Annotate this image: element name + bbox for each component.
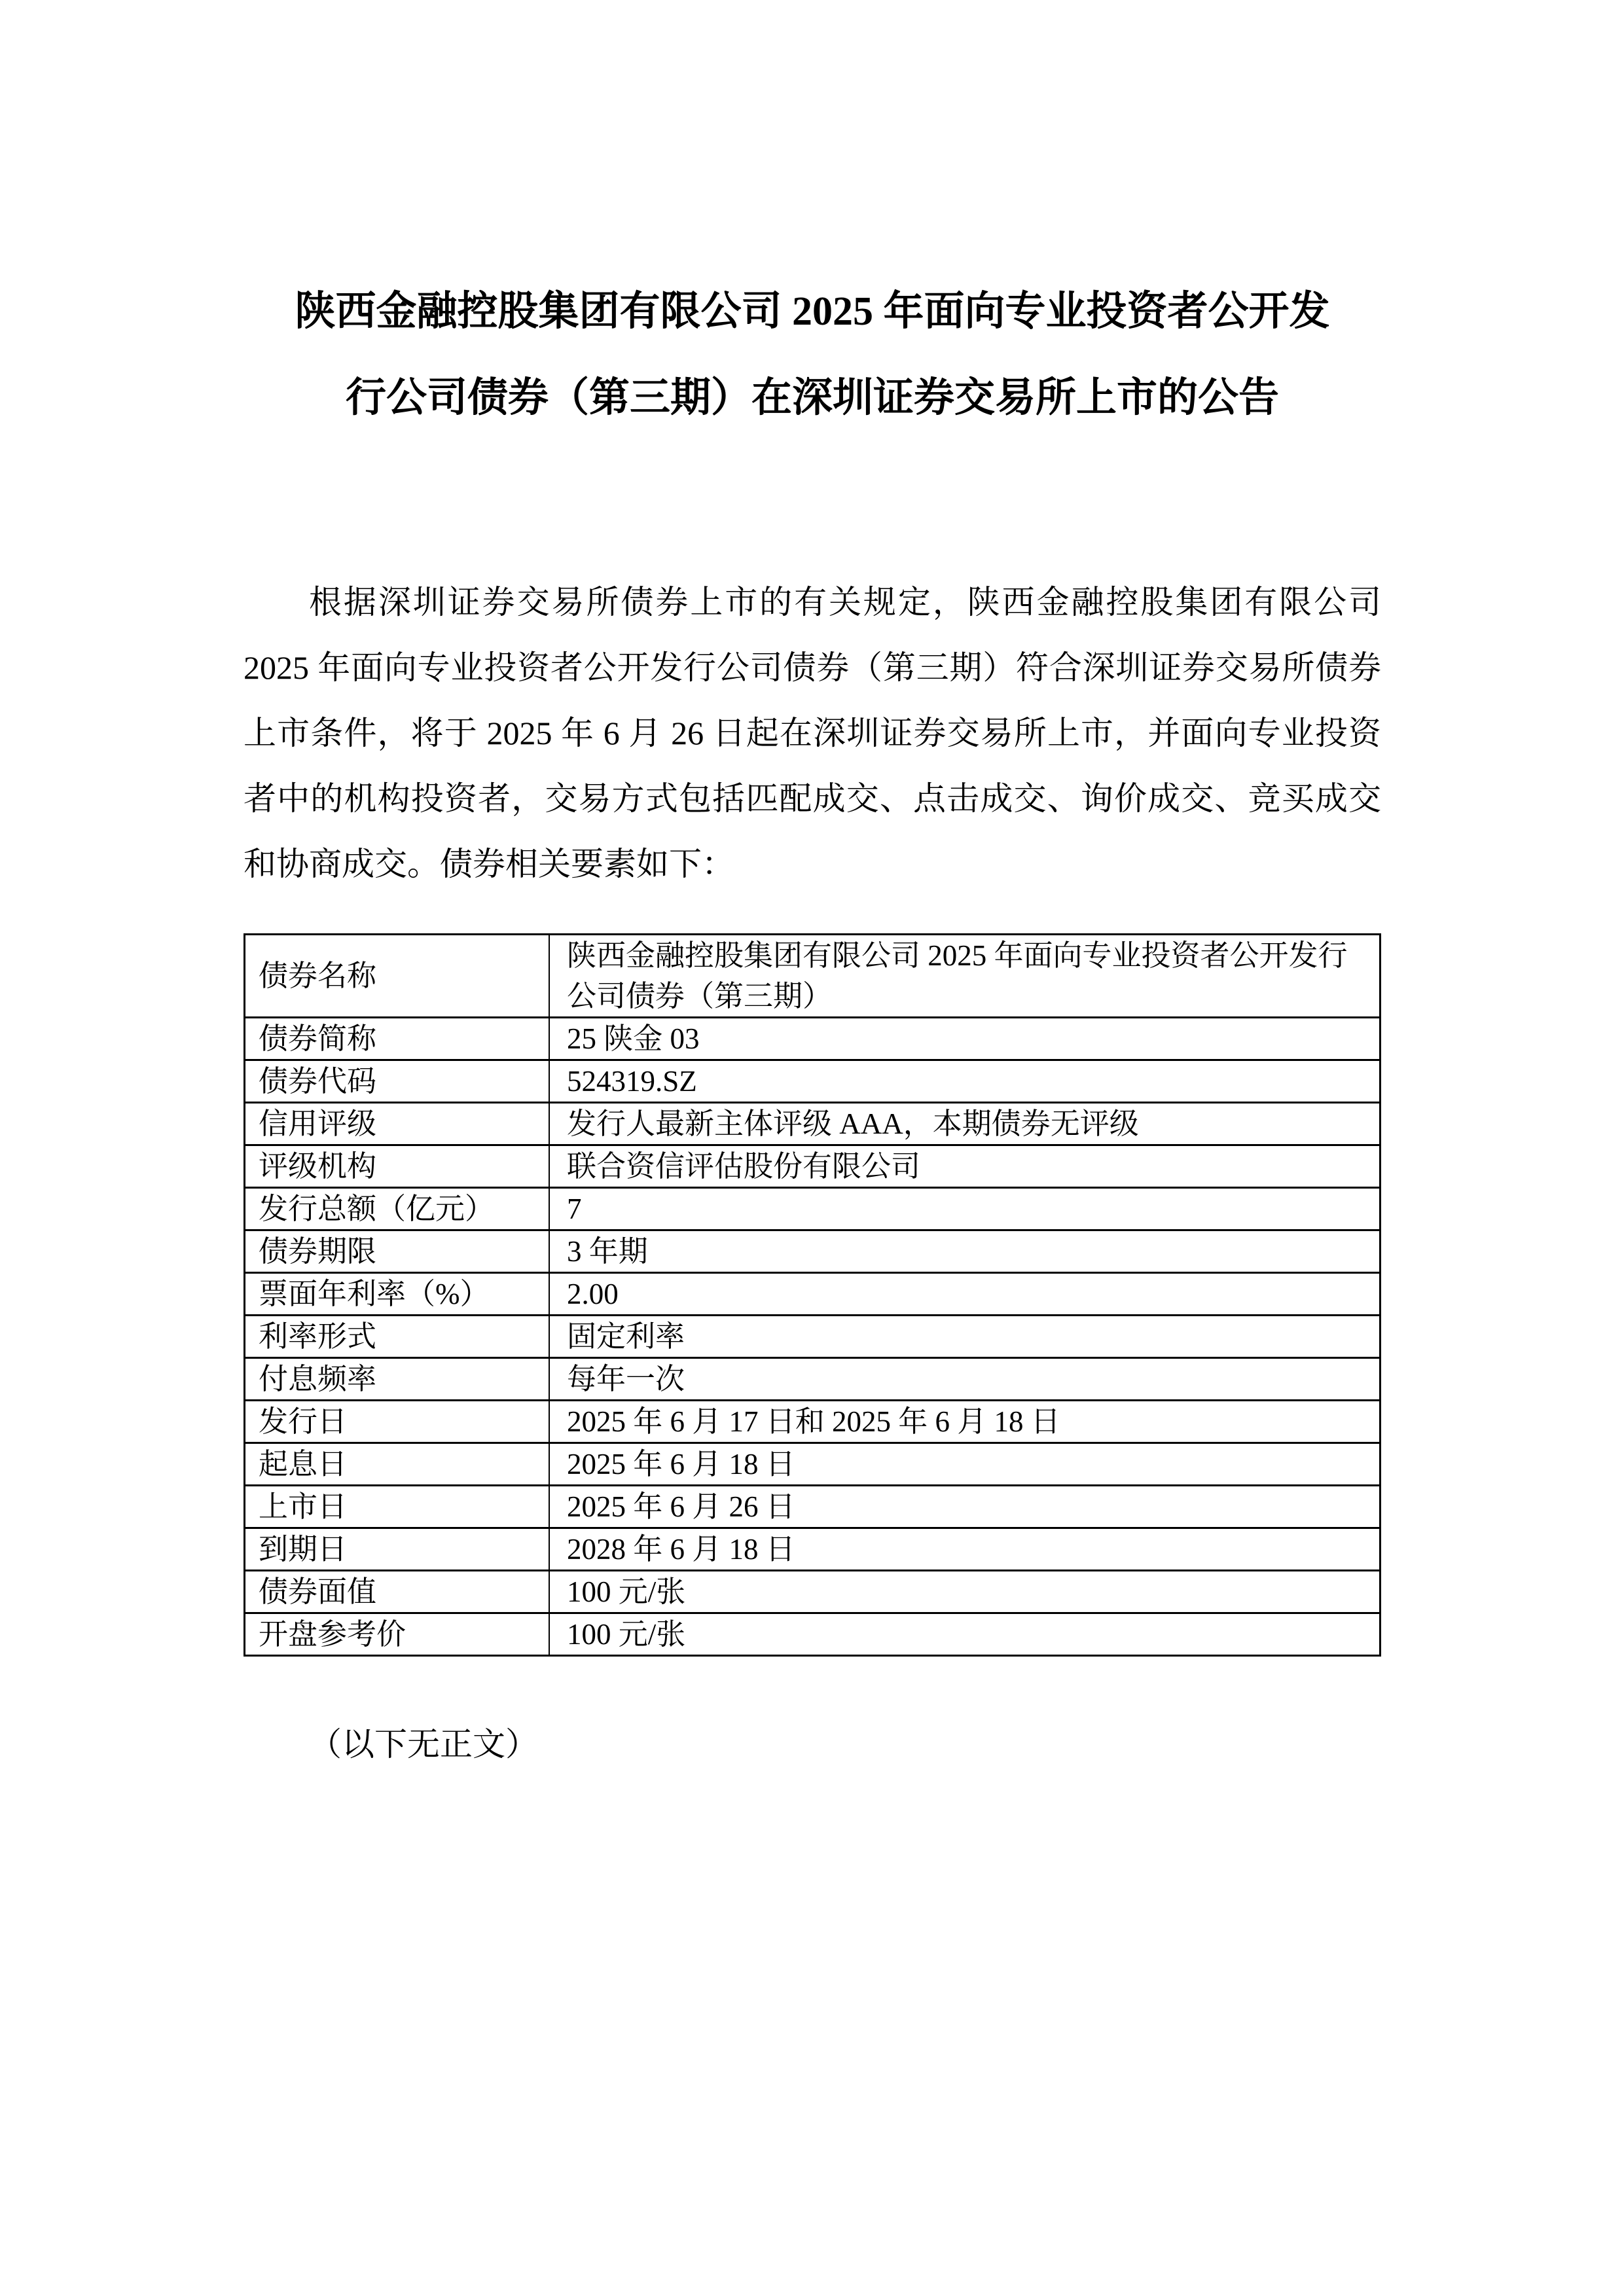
field-value-cell: 发行人最新主体评级 AAA，本期债券无评级: [549, 1103, 1380, 1145]
closing-note: （以下无正文）: [309, 1726, 538, 1763]
field-label-cell: 债券面值: [245, 1571, 550, 1613]
table-row: [245, 1358, 1380, 1401]
table-row: [245, 1443, 1380, 1486]
field-label-cell: 信用评级: [245, 1103, 550, 1145]
table-row: [245, 1316, 1380, 1358]
field-label-cell: 票面年利率（%）: [245, 1273, 550, 1316]
field-value-cell: 2025 年 6 月 26 日: [549, 1486, 1380, 1528]
field-label-cell: 债券简称: [245, 1018, 550, 1060]
document-title: [244, 268, 1381, 441]
field-value-cell: 3 年期: [549, 1230, 1380, 1273]
field-label-cell: 利率形式: [245, 1316, 550, 1358]
field-label-cell: 债券期限: [245, 1230, 550, 1273]
table-row: [245, 1188, 1380, 1230]
field-value-cell: 100 元/张: [549, 1613, 1380, 1656]
field-value-cell: 固定利率: [549, 1316, 1380, 1358]
field-label-cell: 债券名称: [245, 935, 550, 1018]
field-value-cell: 100 元/张: [549, 1571, 1380, 1613]
field-label-cell: 发行总额（亿元）: [245, 1188, 550, 1230]
field-value-cell: 2.00: [549, 1273, 1380, 1316]
table-row: [245, 1145, 1380, 1188]
field-value-cell: 7: [549, 1188, 1380, 1230]
table-row: [245, 1018, 1380, 1060]
document-title-line-2: 行公司债券（第三期）在深圳证券交易所上市的公告: [345, 376, 1279, 420]
field-label-cell: 到期日: [245, 1528, 550, 1571]
field-label-cell: 上市日: [245, 1486, 550, 1528]
field-value-cell: 2025 年 6 月 18 日: [549, 1443, 1380, 1486]
field-value-cell: 联合资信评估股份有限公司: [549, 1145, 1380, 1188]
field-label-cell: 付息频率: [245, 1358, 550, 1401]
document-title-line-1: 陕西金融控股集团有限公司 2025 年面向专业投资者公开发: [295, 289, 1330, 334]
field-label-cell: 发行日: [245, 1401, 550, 1443]
field-label-cell: 开盘参考价: [245, 1613, 550, 1656]
table-row: [245, 1613, 1380, 1656]
table-row: [245, 1571, 1380, 1613]
table-row: [245, 1273, 1380, 1316]
field-label-cell: 评级机构: [245, 1145, 550, 1188]
table-row: [245, 935, 1380, 1018]
field-label-cell: 起息日: [245, 1443, 550, 1486]
table-row: [245, 1401, 1380, 1443]
field-value-cell: 陕西金融控股集团有限公司 2025 年面向专业投资者公开发行公司债券（第三期）: [549, 935, 1380, 1018]
table-row: [245, 1060, 1380, 1103]
field-value-cell: 每年一次: [549, 1358, 1380, 1401]
field-value-cell: 2025 年 6 月 17 日和 2025 年 6 月 18 日: [549, 1401, 1380, 1443]
field-value-cell: 2028 年 6 月 18 日: [549, 1528, 1380, 1571]
table-row: [245, 1230, 1380, 1273]
field-value-cell: 25 陕金 03: [549, 1018, 1380, 1060]
table-row: [245, 1528, 1380, 1571]
body-paragraph: 根据深圳证券交易所债券上市的有关规定，陕西金融控股集团有限公司 2025 年面向专业投资者公开发行公司债券（第三期）符合深圳证券交易所债券上市条件，将于 2025 年 6 月 26 日起在深圳证券交易所上市，并面向专业投资者中的机构投资者，交易方式包括匹配成交、点击成交、询价成交、竞买成交和协商成交。债券相关要素如下：: [244, 584, 1381, 882]
field-value-cell: 524319.SZ: [549, 1060, 1380, 1103]
table-row: [245, 1486, 1380, 1528]
table-row: [245, 1103, 1380, 1145]
bond-details-table: [244, 933, 1381, 1657]
field-label-cell: 债券代码: [245, 1060, 550, 1103]
